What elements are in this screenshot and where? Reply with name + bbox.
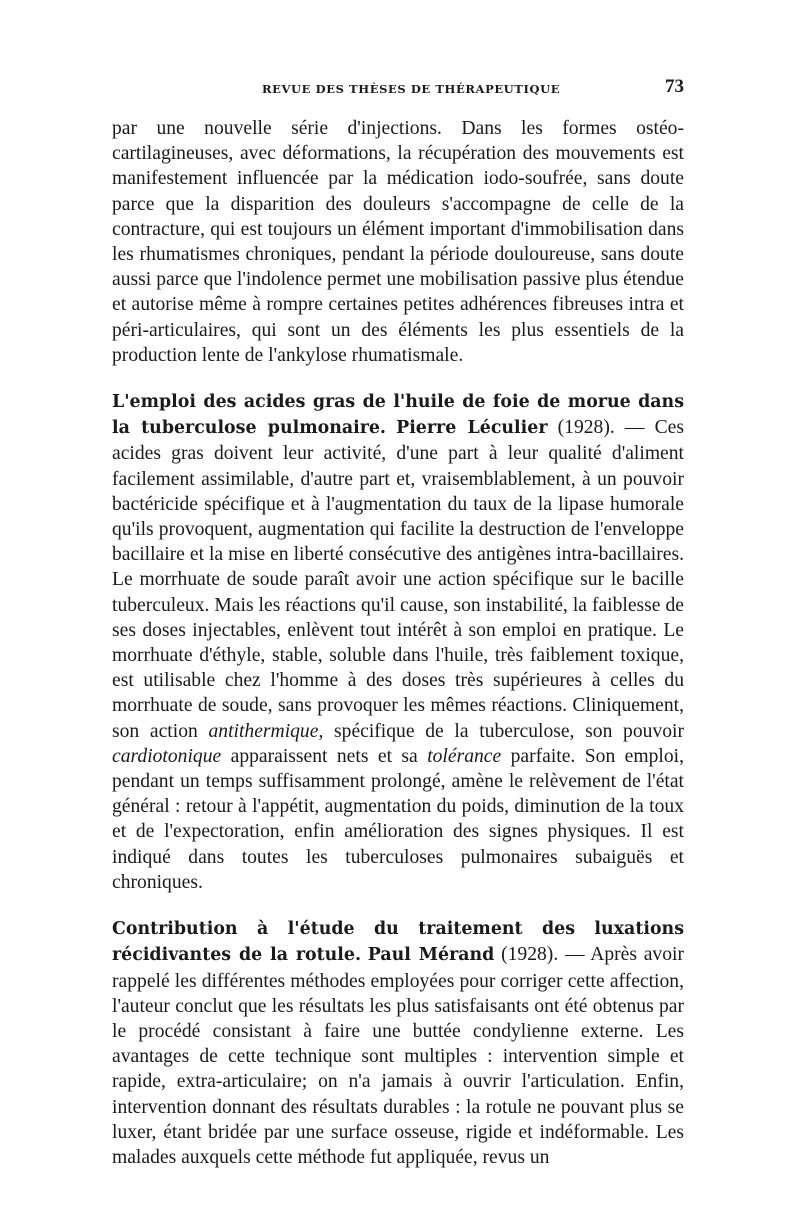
article-cod-liver-oil	[112, 389, 684, 895]
page-number: 73	[665, 76, 684, 97]
page-body	[112, 116, 684, 1170]
italic-term: antithermique	[208, 720, 319, 742]
article-body-text: , spécifique de la tuberculose, son pouvoir	[318, 720, 685, 742]
article-title: Contribution à l'étude du traitement des luxations récidivantes de la rotule.	[112, 919, 684, 966]
italic-term: cardiotonique	[112, 745, 222, 767]
article-author: Paul Mérand	[367, 945, 495, 966]
article-body-text: apparaissent nets et sa	[230, 745, 418, 767]
article-body-text: parfaite. Son emploi, pendant un temps suffisamment prolongé, amène le relèvement de l'état général : retour à l'appétit, augmentation du poids, diminution de la toux et de l'expectoration, enfin amélioration des signes physiques. Il est indiqué dans toutes les tuberculoses pulmonaires subaiguës et chroniques.	[112, 745, 684, 893]
article-body-text: — Après avoir rappelé les différentes méthodes employées pour corriger cette affection, l'auteur conclut que les résultats les plus satisfaisants ont été obtenus par le procédé consistant à faire une buttée condylienne externe. Les avantages de cette technique sont multiples : intervention simple et rapide, extra-articulaire; on n'a jamais à ouvrir l'articulation. Enfin, intervention donnant des résultats durables : la rotule ne pouvant plus se luxer, étant bridée par une surface osseuse, rigide et indéformable. Les malades auxquels cette méthode fut appliquée, revus un	[112, 944, 684, 1168]
article-patella-luxation	[112, 916, 684, 1170]
italic-term: tolérance	[427, 745, 502, 767]
running-title: REVUE DES THÈSES DE THÉRAPEUTIQUE	[262, 82, 561, 96]
article-title: L'emploi des acides gras de l'huile de foie de morue dans la tuberculose pulmonaire.	[112, 392, 684, 439]
article-body-text: — Ces acides gras doivent leur activité, d'une part à leur qualité d'aliment facilement assimilable, d'autre part et, vraisemblablement, à un pouvoir bactéricide spécifique et à l'augmentation du taux de la lipase humorale qu'ils provoquent, augmentation qui facilite la destruction de l'enveloppe bacillaire et la mise en liberté consécutive des antigènes intra-bacillaires. Le morrhuate de soude paraît avoir une action spécifique sur le bacille tuberculeux. Mais les réactions qu'il cause, son instabilité, la faiblesse de ses doses injectables, enlèvent tout intérêt à son emploi en pratique. Le morrhuate d'éthyle, stable, soluble dans l'huile, très faiblement toxique, est utilisable chez l'homme à des doses très supérieures à celles du morrhuate de soude, sans provoquer les mêmes réactions. Cliniquement, son action	[112, 417, 684, 742]
article-author: Pierre Léculier	[396, 418, 548, 439]
article-year: (1928).	[501, 944, 559, 966]
article-year: (1928).	[557, 417, 615, 439]
document-page	[112, 72, 684, 1170]
page-header	[112, 72, 684, 102]
continuation-paragraph: par une nouvelle série d'injections. Dans les formes ostéo-cartilagineuses, avec déformations, la récupération des mouvements est manifestement influencée par la médication iodo-soufrée, sans doute parce que la disparition des douleurs s'accompagne de celle de la contracture, qui est toujours un élément important d'immobilisation dans les rhumatismes chroniques, pendant la période douloureuse, sans doute aussi parce que l'indolence permet une mobilisation passive plus étendue et autorise même à rompre certaines petites adhérences fibreuses intra et péri-articulaires, qui sont un des éléments les plus essentiels de la production lente de l'ankylose rhumatismale.	[112, 118, 684, 366]
